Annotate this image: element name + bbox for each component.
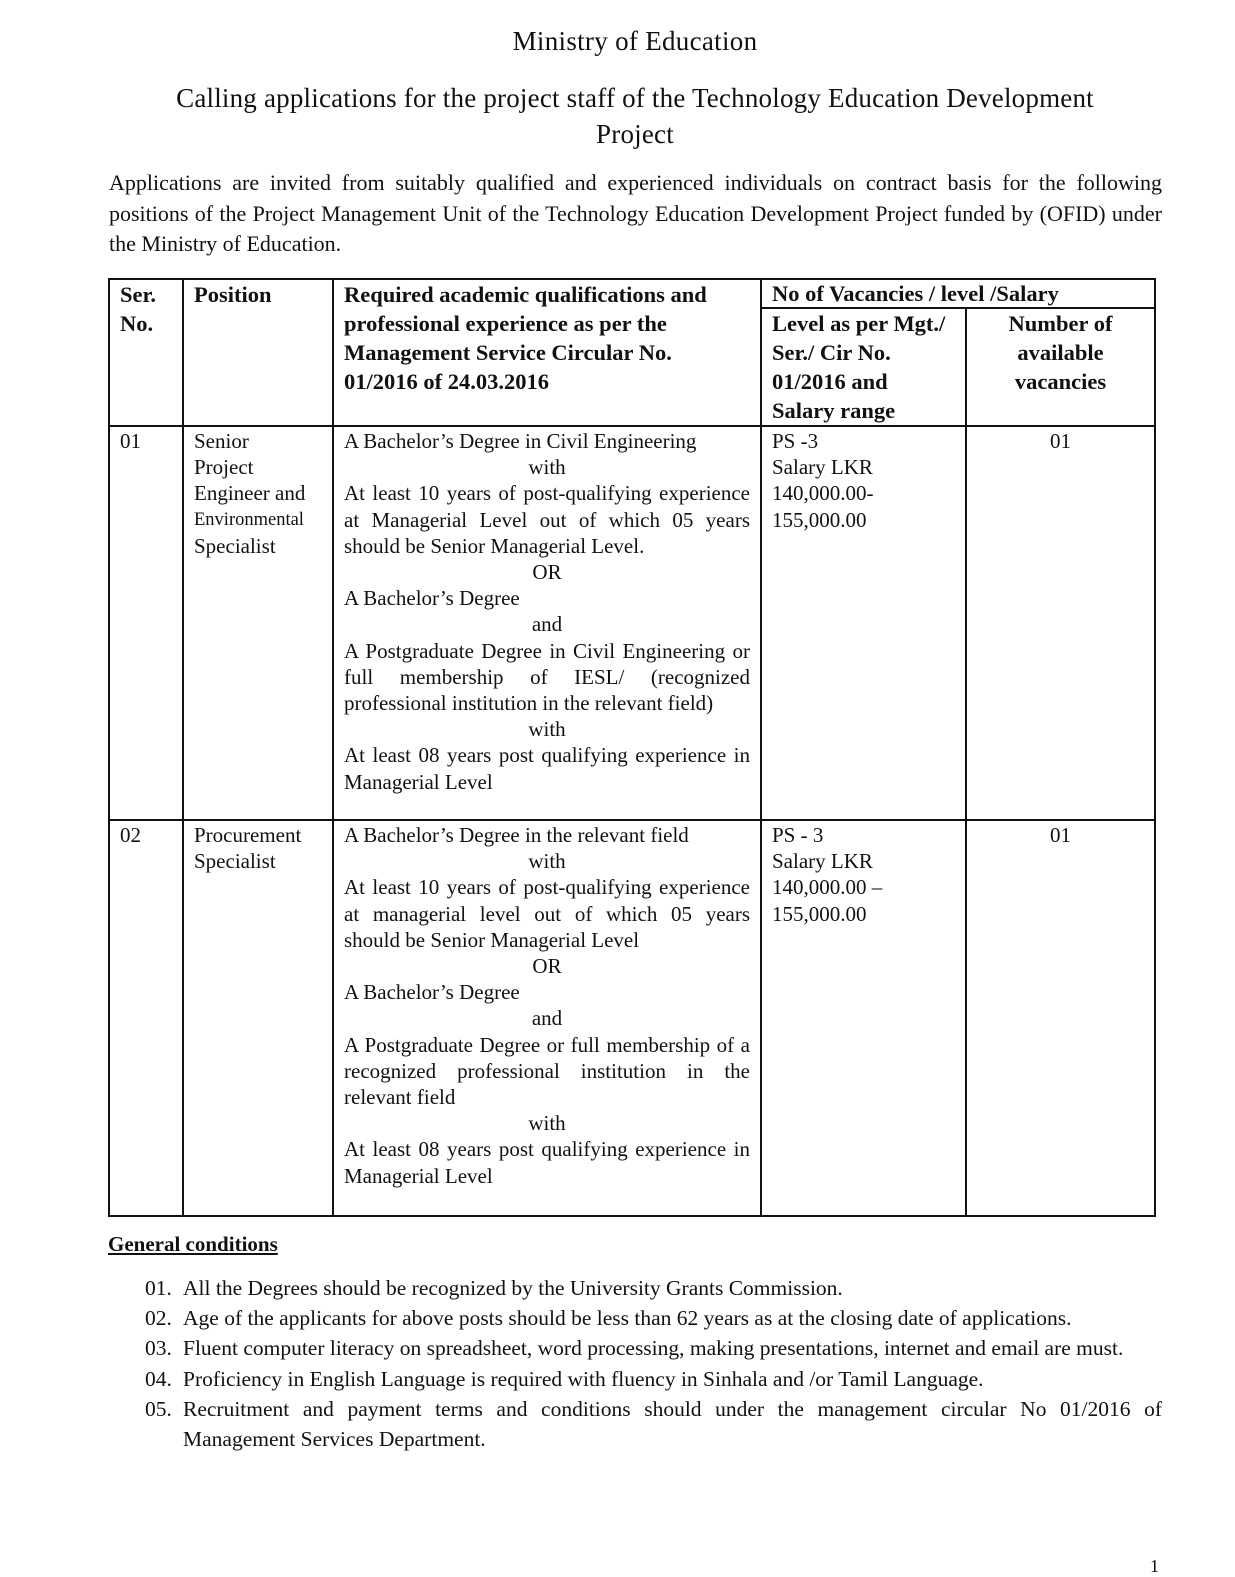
- level-line: 140,000.00-: [772, 481, 874, 506]
- qualification-text: A Bachelor’s Degree in the relevant field: [344, 823, 689, 847]
- vacancies-cell: 01: [966, 426, 1155, 820]
- qualifications-cell: [333, 426, 761, 820]
- qualification-text: At least 08 years post qualifying experience in Managerial Level: [344, 1137, 750, 1188]
- general-conditions-list: [145, 1273, 1162, 1454]
- qualification-text: A Postgraduate Degree in Civil Engineering or full membership of IESL/ (recognized professional institution in the relevant field): [344, 638, 750, 716]
- header-vacancies-group: No of Vacancies / level /Salary: [761, 279, 1155, 308]
- ser-no-cell: 02: [109, 820, 183, 1216]
- item-text: Fluent computer literacy on spreadsheet, word processing, making presentations, internet and email are must.: [183, 1336, 1124, 1361]
- qualification-connector: and: [531, 612, 563, 637]
- item-text: Age of the applicants for above posts should be less than 62 years as at the closing date of applications.: [183, 1306, 1072, 1331]
- qualification-connector: OR: [532, 954, 562, 979]
- level-salary-cell: [761, 820, 966, 1216]
- header-ser-no: Ser. No.: [109, 279, 183, 426]
- ser-no-cell: 01: [109, 426, 183, 820]
- qualification-connector: with: [528, 849, 566, 874]
- list-item: [145, 1364, 1162, 1394]
- header-qualifications: Required academic qualifications and professional experience as per the Management Service Circular No. 01/2016 of 24.03.2016: [333, 279, 761, 426]
- item-number: 02.: [145, 1306, 172, 1331]
- general-conditions-title: General conditions: [108, 1232, 278, 1256]
- page-number: 1: [1150, 1556, 1159, 1576]
- header-available-vacancies: Number of available vacancies: [966, 308, 1155, 426]
- position-cell: [183, 426, 333, 820]
- item-number: 01.: [145, 1276, 172, 1300]
- position-line: Senior: [194, 429, 249, 453]
- qualification-connector: with: [528, 455, 566, 480]
- ministry-title: Ministry of Education: [512, 26, 758, 56]
- position-cell: [183, 820, 333, 1216]
- qualification-connector: and: [531, 1006, 563, 1031]
- item-text: Proficiency in English Language is required with fluency in Sinhala and /or Tamil Language.: [183, 1366, 984, 1391]
- qualifications-cell: [333, 820, 761, 1216]
- qualification-text: A Bachelor’s Degree: [344, 980, 520, 1005]
- level-line: 140,000.00 –: [772, 875, 883, 900]
- document-subtitle: Calling applications for the project staff of the Technology Education Development Project: [176, 83, 1094, 149]
- positions-table: [108, 278, 1156, 1217]
- qualification-connector: OR: [532, 560, 562, 585]
- qualification-connector: with: [528, 1111, 566, 1136]
- position-line: Procurement: [194, 823, 302, 847]
- header-position: Position: [183, 279, 333, 426]
- level-line: Salary LKR: [772, 455, 873, 480]
- header-level-salary: Level as per Mgt./ Ser./ Cir No. 01/2016 and Salary range: [761, 308, 966, 426]
- position-line: Environmental: [194, 509, 304, 530]
- position-line: Engineer and: [194, 481, 306, 506]
- table-row: [109, 820, 1155, 1216]
- item-number: 05.: [145, 1396, 172, 1421]
- position-line: Specialist: [194, 533, 276, 558]
- position-line: Project: [194, 455, 254, 480]
- qualification-text: A Bachelor’s Degree: [344, 586, 520, 611]
- list-item: [145, 1394, 1162, 1454]
- qualification-text: A Postgraduate Degree or full membership of a recognized professional institution in the relevant field: [344, 1032, 750, 1110]
- qualification-text: At least 08 years post qualifying experience in Managerial Level: [344, 743, 750, 794]
- list-item: [145, 1303, 1162, 1333]
- position-line: Specialist: [194, 849, 276, 874]
- qualification-text: A Bachelor’s Degree in Civil Engineering: [344, 429, 697, 453]
- qualification-text: At least 10 years of post-qualifying experience at Managerial Level out of which 05 years should be Senior Managerial Level.: [344, 481, 750, 558]
- level-salary-cell: [761, 426, 966, 820]
- item-text: All the Degrees should be recognized by the University Grants Commission.: [183, 1276, 843, 1300]
- item-number: 04.: [145, 1366, 172, 1391]
- qualification-text: At least 10 years of post-qualifying experience at managerial level out of which 05 years should be Senior Managerial Level: [344, 875, 750, 952]
- list-item: [145, 1273, 1162, 1303]
- vacancies-cell: 01: [966, 820, 1155, 1216]
- level-line: 155,000.00: [772, 901, 867, 926]
- qualification-connector: with: [528, 717, 566, 742]
- level-line: PS -3: [772, 429, 819, 453]
- list-item: [145, 1333, 1162, 1363]
- level-line: PS - 3: [772, 823, 824, 847]
- intro-paragraph: Applications are invited from suitably qualified and experienced individuals on contract basis for the following positions of the Project Management Unit of the Technology Education Development Project funded by (OFID) under the Ministry of Education.: [109, 170, 1162, 256]
- item-number: 03.: [145, 1336, 172, 1361]
- level-line: 155,000.00: [772, 507, 867, 532]
- level-line: Salary LKR: [772, 849, 873, 874]
- item-text: Recruitment and payment terms and conditions should under the management circular No 01/2016 of Management Services Department.: [183, 1396, 1162, 1452]
- table-row: [109, 426, 1155, 820]
